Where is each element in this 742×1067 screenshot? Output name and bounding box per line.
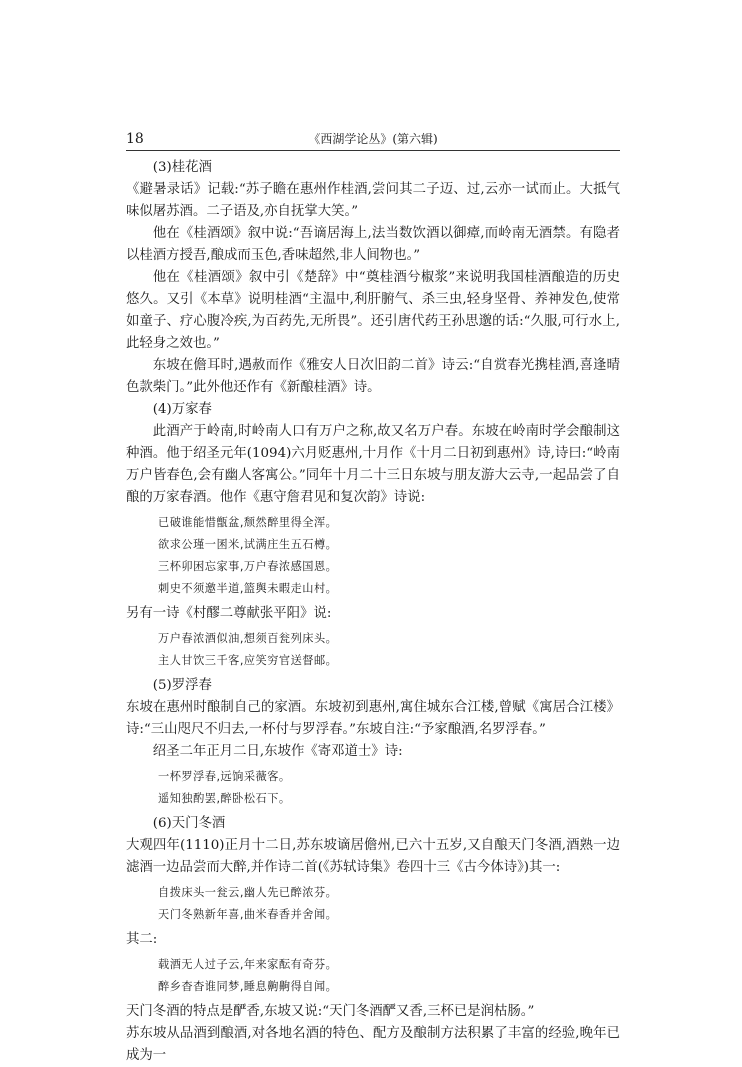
poem-line: 遥知独酌罢,醉卧松石下。 xyxy=(158,792,291,805)
paragraph: 绍圣二年正月二日,东坡作《寄邓道士》诗: xyxy=(152,744,403,759)
paragraph: 此酒产于岭南,时岭南人口有万户之称,故又名万户春。东坡在岭南时学会酿制这种酒。他于绍圣元年(1094)六月贬惠州,十月作《十月二日初到惠州》诗,诗曰:“岭南万户皆春色,会有幽人客寓公。”同年十月二十三日东坡与朋友游大云寺,一起品尝了自酿的万家春酒。他作《惠守詹君见和复次韵》诗说: xyxy=(126,424,620,505)
paragraph: 另有一诗《村醪二尊献张平阳》说: xyxy=(126,606,332,621)
section-heading: (3)桂花酒 xyxy=(152,160,212,175)
poem-block xyxy=(126,628,620,672)
section-heading: (6)天门冬酒 xyxy=(152,816,226,831)
poem-line: 主人甘饮三千客,应笑穷官送督邮。 xyxy=(158,654,338,667)
paragraph: 他在《桂酒颂》叙中说:“吾谪居海上,法当数饮酒以御瘴,而岭南无酒禁。有隐者以桂酒方授吾,酿成而玉色,香味超然,非人间物也。” xyxy=(126,226,620,263)
poem-line: 已破谁能惜甑盆,颓然醉里得全浑。 xyxy=(158,516,338,529)
document-body xyxy=(126,157,620,1067)
poem-block xyxy=(126,954,620,998)
poem-block xyxy=(126,766,620,810)
running-title: 《西湖学论丛》(第六辑) xyxy=(308,132,438,146)
section-heading: (4)万家春 xyxy=(152,402,212,417)
poem-line: 醉乡杳杳谁同梦,睡息齁齁得自闻。 xyxy=(158,980,338,993)
poem-block xyxy=(126,512,620,600)
poem-line: 欲求公瑾一囷米,试满庄生五石樽。 xyxy=(158,538,338,551)
poem-line: 刺史不须邀半道,篮舆未暇走山村。 xyxy=(158,582,338,595)
paragraph: 大观四年(1110)正月十二日,苏东坡谪居儋州,已六十五岁,又自酿天门冬酒,酒熟一边滤酒一边品尝而大醉,并作诗二首(《苏轼诗集》卷四十三《古今体诗》)其一: xyxy=(126,838,620,875)
poem-line: 天门冬熟新年喜,曲米春香并舍闻。 xyxy=(158,908,338,921)
section-heading: (5)罗浮春 xyxy=(152,678,212,693)
paragraph: 他在《桂酒颂》叙中引《楚辞》中“奠桂酒兮椒浆”来说明我国桂酒酿造的历史悠久。又引《本草》说明桂酒“主温中,利肝腑气、杀三虫,轻身坚骨、养神发色,使常如童子、疗心腹冷疾,为百药先,无所畏”。还引唐代药王孙思邈的话:“久服,可行水上,此轻身之效也。” xyxy=(126,270,620,351)
paragraph: 东坡在惠州时酿制自己的家酒。东坡初到惠州,寓住城东合江楼,曾赋《寓居合江楼》诗:“三山咫尺不归去,一杯付与罗浮春。”东坡自注:“予家酿酒,名罗浮春。” xyxy=(126,700,620,737)
paragraph: 其二: xyxy=(126,932,158,947)
paragraph: 东坡在儋耳时,遇赦而作《雅安人日次旧韵二首》诗云:“自赏春光携桂酒,喜逢晴色款柴门。”此外他还作有《新酿桂酒》诗。 xyxy=(126,358,620,395)
poem-block xyxy=(126,882,620,926)
poem-line: 一杯罗浮春,远饷采薇客。 xyxy=(158,770,291,783)
poem-line: 自拨床头一瓮云,幽人先已醉浓芬。 xyxy=(158,886,338,899)
poem-line: 万户春浓酒似油,想须百瓮列床头。 xyxy=(158,632,338,645)
paragraph: 天门冬酒的特点是酽香,东坡又说:“天门冬酒酽又香,三杯已是润枯肠。” xyxy=(126,1004,535,1019)
poem-line: 三杯卯困忘家事,万户春浓感国恩。 xyxy=(158,560,338,573)
paragraph: 《避暑录话》记载:“苏子瞻在惠州作桂酒,尝问其二子迈、过,云亦一试而止。大抵气味似屠苏酒。二子语及,亦自抚掌大笑。” xyxy=(126,182,620,219)
poem-line: 载酒无人过子云,年来家酝有奇芬。 xyxy=(158,958,338,971)
paragraph: 苏东坡从品酒到酿酒,对各地名酒的特色、配方及酿制方法积累了丰富的经验,晚年已成为一 xyxy=(126,1026,620,1063)
header-rule xyxy=(126,150,620,151)
page-header xyxy=(126,130,620,148)
page-number: 18 xyxy=(126,131,144,147)
